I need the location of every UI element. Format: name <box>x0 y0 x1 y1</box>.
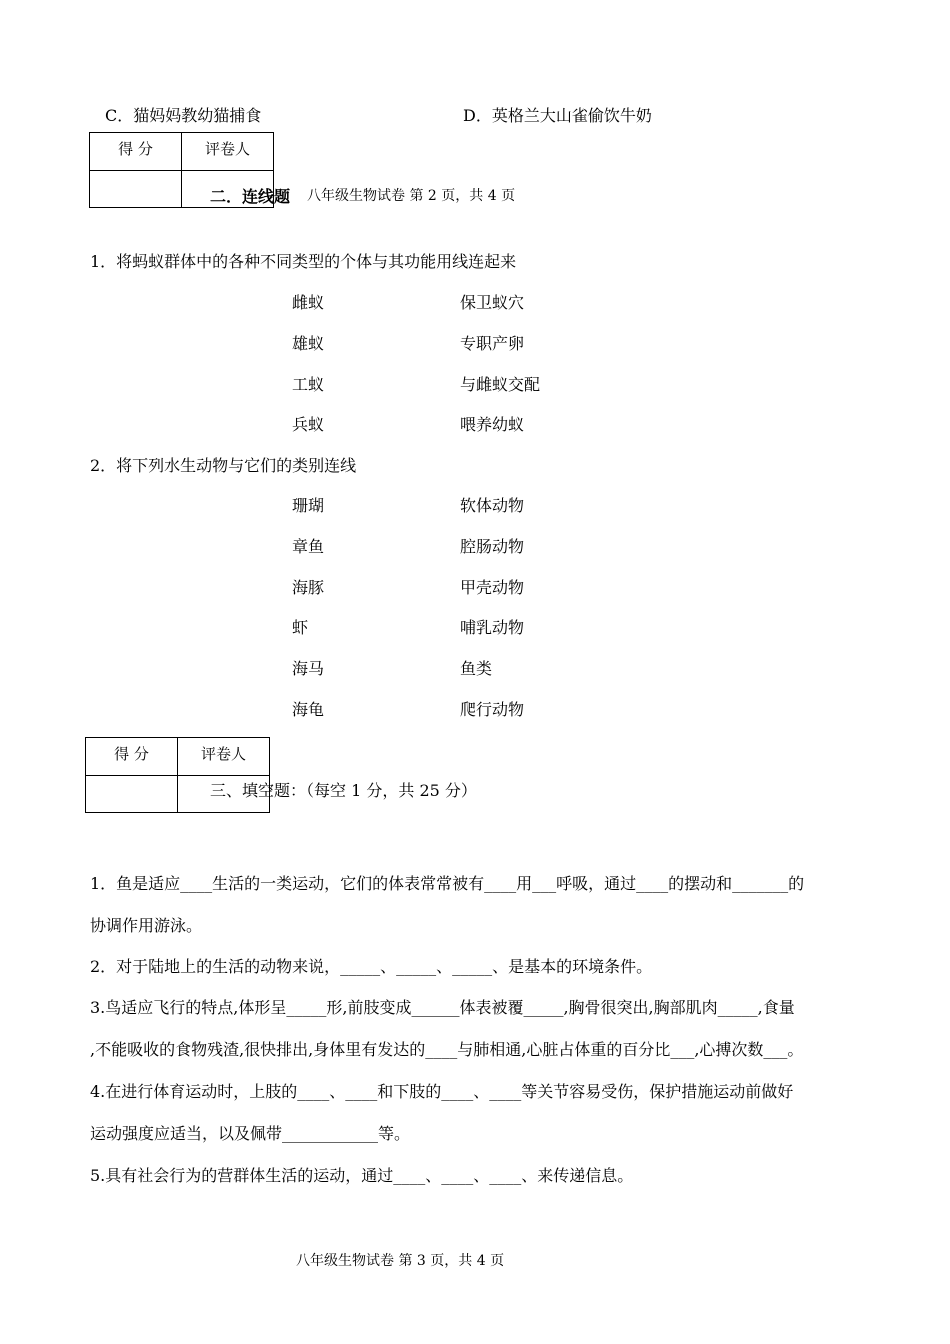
page-header-note: 八年级生物试卷 第 2 页，共 4 页 <box>307 188 516 204</box>
match-right-item[interactable]: 保卫蚁穴 <box>460 293 525 312</box>
grader-label: 评卷人 <box>178 738 270 776</box>
option-c: C．猫妈妈教幼猫捕食 <box>105 106 262 125</box>
match-right-item[interactable]: 鱼类 <box>460 659 493 678</box>
match-right-item[interactable]: 腔肠动物 <box>460 537 525 556</box>
score-label: 得 分 <box>90 133 182 171</box>
match-right-item[interactable]: 软体动物 <box>460 496 525 515</box>
fill-question: ,不能吸收的食物残渣,很快排出,身体里有发达的____与肺相通,心脏占体重的百分比___,心搏次数___。 <box>90 1040 804 1059</box>
fill-question: 协调作用游泳。 <box>90 916 203 935</box>
match-left-item[interactable]: 海豚 <box>292 578 325 597</box>
question-text: 2．将下列水生动物与它们的类别连线 <box>90 456 357 475</box>
match-right-item[interactable]: 喂养幼蚁 <box>460 415 525 434</box>
match-left-item[interactable]: 兵蚁 <box>292 415 325 434</box>
score-cell[interactable] <box>90 171 182 208</box>
option-d: D．英格兰大山雀偷饮牛奶 <box>463 106 652 125</box>
match-left-item[interactable]: 虾 <box>292 618 309 637</box>
match-left-item[interactable]: 雌蚁 <box>292 293 325 312</box>
fill-question: 3.鸟适应飞行的特点,体形呈_____形,前肢变成______体表被覆_____,胸骨很突出,胸部肌肉_____,食量 <box>90 998 795 1017</box>
match-left-item[interactable]: 工蚁 <box>292 375 325 394</box>
match-left-item[interactable]: 海龟 <box>292 700 325 719</box>
score-cell[interactable] <box>86 776 178 813</box>
fill-question: 1．鱼是适应____生活的一类运动，它们的体表常常被有____用___呼吸，通过____的摆动和_______的 <box>90 874 805 893</box>
match-right-item[interactable]: 爬行动物 <box>460 700 525 719</box>
score-label: 得 分 <box>86 738 178 776</box>
section-title: 二．连线题 <box>210 187 291 206</box>
fill-question: 运动强度应适当，以及佩带____________等。 <box>90 1124 411 1143</box>
match-right-item[interactable]: 专职产卵 <box>460 334 525 353</box>
match-right-item[interactable]: 哺乳动物 <box>460 618 525 637</box>
match-left-item[interactable]: 珊瑚 <box>292 496 325 515</box>
fill-question: 2．对于陆地上的生活的动物来说，_____、_____、_____、是基本的环境条件。 <box>90 957 653 976</box>
match-right-item[interactable]: 甲壳动物 <box>460 578 525 597</box>
grader-label: 评卷人 <box>182 133 274 171</box>
fill-question: 5.具有社会行为的营群体生活的运动，通过____、____、____、来传递信息。 <box>90 1166 634 1185</box>
match-right-item[interactable]: 与雌蚁交配 <box>460 375 541 394</box>
score-box <box>85 737 270 813</box>
match-left-item[interactable]: 海马 <box>292 659 325 678</box>
question-text: 1．将蚂蚁群体中的各种不同类型的个体与其功能用线连起来 <box>90 252 517 271</box>
match-left-item[interactable]: 雄蚁 <box>292 334 325 353</box>
page-footer: 八年级生物试卷 第 3 页，共 4 页 <box>296 1253 505 1269</box>
fill-question: 4.在进行体育运动时，上肢的____、____和下肢的____、____等关节容易受伤，保护措施运动前做好 <box>90 1082 794 1101</box>
section-title: 三、填空题：（每空 1 分，共 25 分） <box>210 781 477 800</box>
match-left-item[interactable]: 章鱼 <box>292 537 325 556</box>
